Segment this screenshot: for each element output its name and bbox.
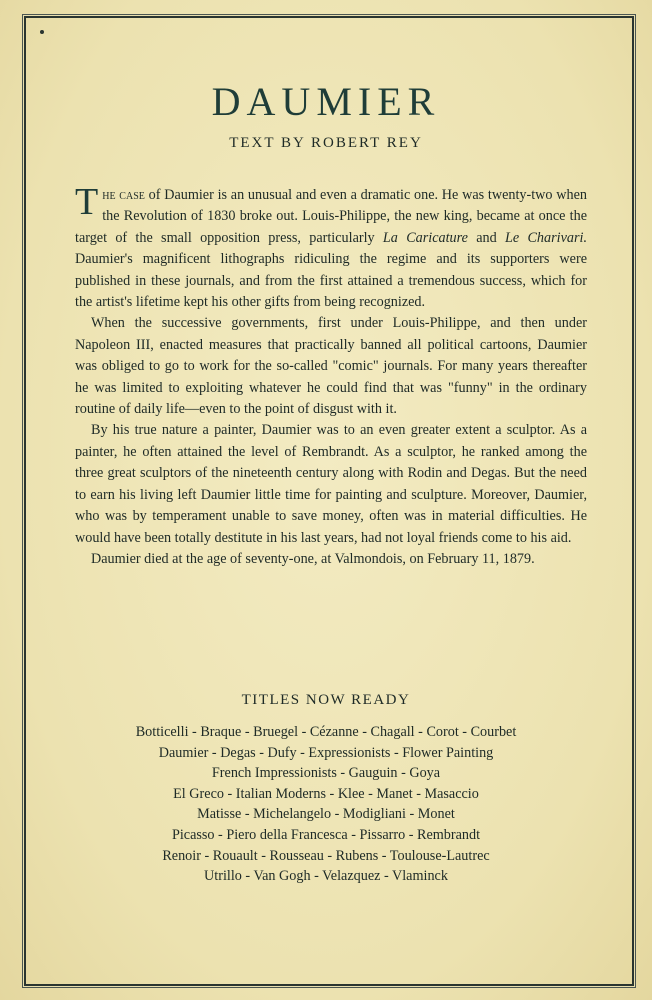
- titles-line: Matisse - Michelangelo - Modigliani - Monet: [197, 806, 455, 823]
- paragraph-1: [75, 181, 587, 313]
- titles-line: Botticelli - Braque - Bruegel - Cézanne - Chagall - Corot - Courbet: [135, 724, 517, 740]
- titles-line: Utrillo - Van Gogh - Velazquez - Vlaminck: [204, 868, 448, 885]
- paragraph-3: By his true nature a painter, Daumier was to an even greater extent a sculptor. As a painter, he often attained the level of Rembrandt. As a sculptor, he ranked among the three great sculptors of the nineteenth century along with Rodin and Degas. But the need to earn his living left Daumier little time for painting and sculpture. Moreover, Daumier, who was by temperament unable to save money, often was in material difficulties. He would have been totally destitute in his last years, had not loyal friends come to his aid.: [75, 422, 587, 546]
- titles-line: French Impressionists - Gauguin - Goya: [211, 765, 441, 782]
- titles-line: Daumier - Degas - Dufy - Expressionists - Flower Painting: [158, 744, 494, 761]
- titles-heading: TITLES NOW READY: [241, 692, 411, 708]
- journal-title-charivari: Le Charivari.: [505, 229, 587, 246]
- ink-spot: [40, 30, 44, 34]
- paragraph-1-text-b: and: [467, 229, 505, 246]
- author-byline: TEXT BY ROBERT REY: [229, 135, 423, 151]
- journal-title-caricature: La Caricature: [382, 229, 468, 246]
- titles-line: Renoir - Rouault - Rousseau - Rubens - Toulouse-Lautrec: [162, 847, 490, 864]
- page-title: DAUMIER: [211, 79, 441, 124]
- titles-line: El Greco - Italian Moderns - Klee - Manet - Masaccio: [173, 785, 479, 802]
- titles-list: [60, 722, 592, 887]
- paragraph-1-text-a: of Daumier is an unusual and even a dramatic one. He was twenty-two when the Revolution of 1830 broke out. Louis-Philippe, the new king, became at once the target of the small opposition press, particularly: [75, 187, 587, 246]
- essay-text: [75, 181, 587, 570]
- small-caps-lead: he case: [102, 187, 145, 203]
- paragraph-1-text-c: Daumier's magnificent lithographs ridiculing the regime and its supporters were published in these journals, and from the first attained a tremendous success, which for the artist's lifetime kept his other gifts from being recognized.: [75, 251, 587, 311]
- paragraph-4: Daumier died at the age of seventy-one, at Valmondois, on February 11, 1879.: [91, 550, 535, 567]
- paragraph-2: When the successive governments, first under Louis-Philippe, and then under Napoleon III, enacted measures that practically banned all political cartoons, Daumier was obliged to go to work for the so-called "comic" journals. For many years thereafter he was limited to exploiting whatever he could find that was "funny" in the ordinary routine of daily life—even to the point of disgust with it.: [75, 315, 587, 418]
- titles-line: Picasso - Piero della Francesca - Pissarro - Rembrandt: [171, 826, 481, 843]
- drop-cap: T: [75, 181, 99, 223]
